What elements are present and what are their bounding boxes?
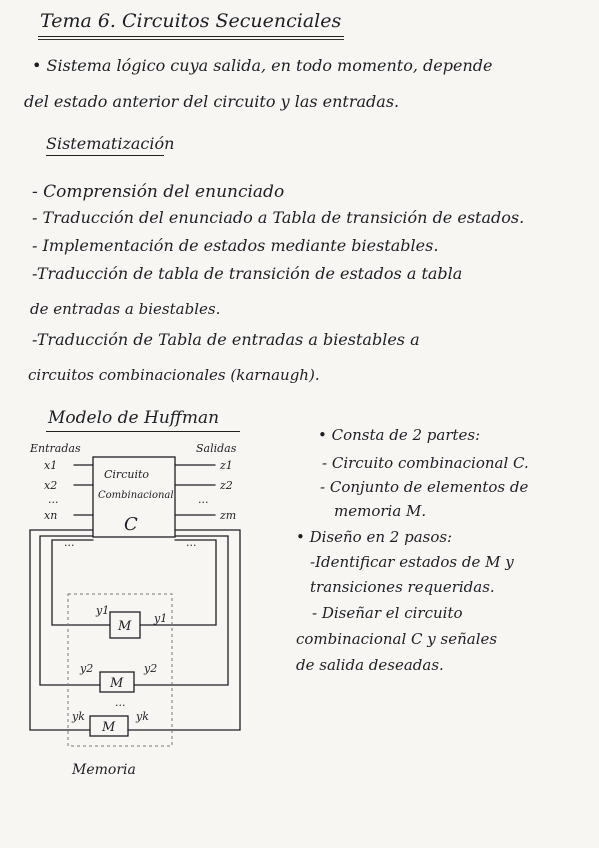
block-label: Circuito — [104, 468, 149, 481]
step-item: - Implementación de estados mediante biestables. — [32, 236, 439, 255]
note-line: • Diseño en 2 pasos: — [296, 528, 453, 546]
memory-label: Memoria — [72, 762, 136, 778]
state-label: y2 — [80, 662, 94, 675]
output-label: zm — [220, 509, 237, 522]
feedback-line — [140, 540, 216, 625]
note-line: de salida deseadas. — [296, 656, 444, 674]
note-line: - Diseñar el circuito — [312, 604, 463, 622]
state-label: y2 — [144, 662, 158, 675]
outputs-label: Salidas — [196, 442, 237, 455]
input-label: x1 — [44, 459, 58, 472]
note-line: memoria M. — [334, 502, 427, 520]
step-item: -Traducción de tabla de transición de estados a tabla — [32, 264, 463, 283]
memory-cell-label: M — [118, 619, 132, 634]
definition-line-1: • Sistema lógico cuya salida, en todo momento, depende — [32, 56, 493, 75]
state-label: y1 — [96, 604, 110, 617]
output-ellipsis: ... — [198, 493, 209, 506]
input-ellipsis: ... — [48, 493, 59, 506]
step-item-continuation: de entradas a biestables. — [30, 300, 221, 318]
output-label: z2 — [220, 479, 233, 492]
state-label: yk — [136, 710, 149, 723]
input-label: xn — [44, 509, 58, 522]
note-line: • Consta de 2 partes: — [318, 426, 481, 444]
diagram-heading: Modelo de Huffman — [48, 408, 220, 428]
input-label: x2 — [44, 479, 58, 492]
note-line: - Circuito combinacional C. — [322, 454, 529, 472]
step-item: - Comprensión del enunciado — [32, 182, 285, 202]
inputs-label: Entradas — [30, 442, 81, 455]
note-line: combinacional C y señales — [296, 630, 498, 648]
feedback-line — [128, 530, 240, 730]
state-label: yk — [72, 710, 85, 723]
note-line: - Conjunto de elementos de — [320, 478, 529, 496]
block-label-c: C — [124, 514, 138, 535]
memory-ellipsis: ... — [115, 696, 126, 709]
note-line: -Identificar estados de M y — [310, 553, 514, 571]
output-label: z1 — [220, 459, 233, 472]
page-title: Tema 6. Circuitos Secuenciales — [40, 10, 342, 32]
step-item-continuation: circuitos combinacionales (karnaugh). — [28, 366, 320, 384]
note-line: transiciones requeridas. — [310, 578, 495, 596]
step-item: -Traducción de Tabla de entradas a biestables a — [32, 330, 420, 349]
block-label: Combinacional — [98, 490, 174, 501]
step-item: - Traducción del enunciado a Tabla de transición de estados. — [32, 208, 525, 227]
feedback-ellipsis: ... — [64, 536, 75, 549]
memory-cell-label: M — [102, 720, 116, 735]
state-label: y1 — [154, 612, 168, 625]
definition-line-2: del estado anterior del circuito y las entradas. — [24, 92, 400, 111]
section-heading: Sistematización — [46, 134, 175, 153]
feedback-ellipsis: ... — [186, 536, 197, 549]
memory-cell-label: M — [110, 676, 124, 691]
